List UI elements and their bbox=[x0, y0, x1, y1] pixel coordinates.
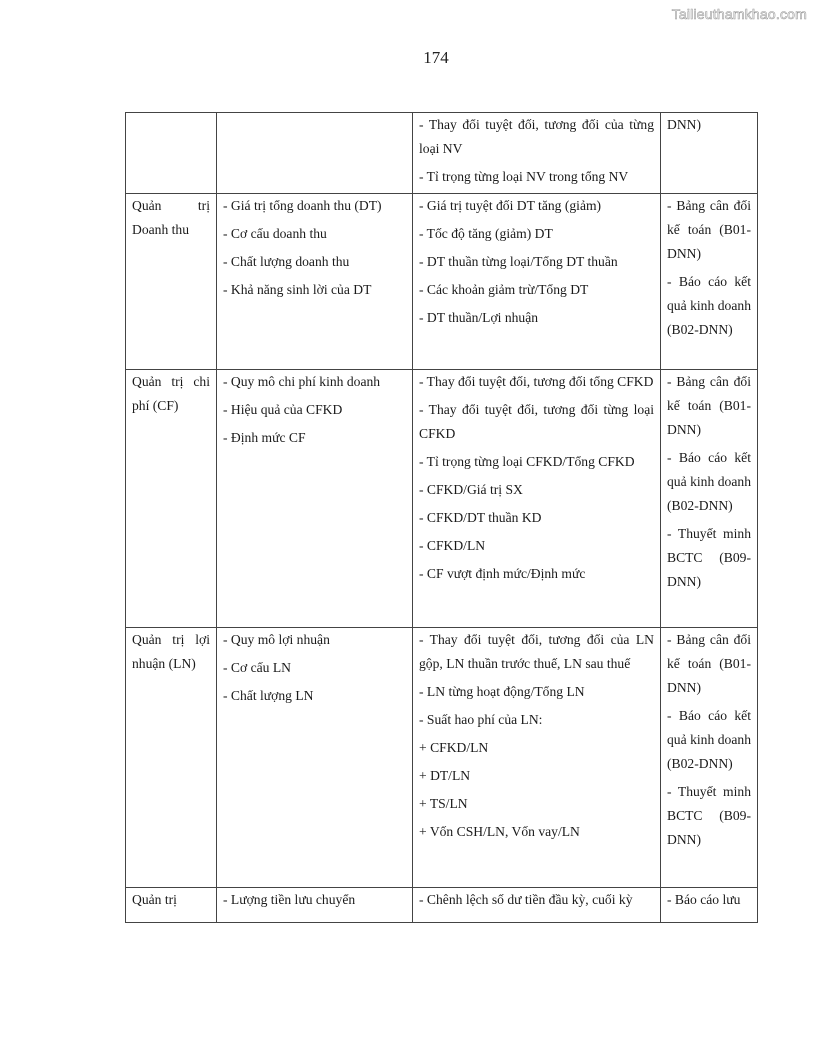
table-cell-content bbox=[217, 113, 413, 194]
cell-line: - CFKD/LN bbox=[419, 538, 486, 553]
table-cell-source bbox=[661, 194, 758, 370]
table-row bbox=[126, 113, 758, 194]
cell-line: + CFKD/LN bbox=[419, 740, 489, 755]
cell-line: - Chênh lệch số dư tiền đầu kỳ, cuối kỳ bbox=[419, 892, 633, 907]
cell-line: - CFKD/Giá trị SX bbox=[419, 482, 523, 497]
cell-line: - Chất lượng LN bbox=[223, 688, 314, 703]
cell-line: Quản trị chi phí (CF) bbox=[132, 374, 210, 413]
table-cell-source bbox=[661, 888, 758, 923]
table-cell-source bbox=[661, 628, 758, 888]
table-cell-content bbox=[217, 628, 413, 888]
cell-line: - LN từng hoạt động/Tổng LN bbox=[419, 684, 585, 699]
cell-line: - Giá trị tổng doanh thu (DT) bbox=[223, 198, 382, 213]
table-cell-category bbox=[126, 888, 217, 923]
table-cell-category bbox=[126, 370, 217, 628]
table-cell-category bbox=[126, 628, 217, 888]
analysis-table bbox=[125, 112, 758, 923]
cell-line: - Giá trị tuyệt đối DT tăng (giảm) bbox=[419, 198, 602, 213]
page-number: 174 bbox=[423, 48, 449, 67]
cell-line: DNN) bbox=[667, 117, 701, 132]
cell-line: - Quy mô lợi nhuận bbox=[223, 632, 330, 647]
cell-line: - DT thuần/Lợi nhuận bbox=[419, 310, 539, 325]
cell-line: Quản trị lợi nhuận (LN) bbox=[132, 632, 210, 671]
cell-line: - Thay đổi tuyệt đối, tương đối tổng CFKD bbox=[419, 374, 654, 389]
table-row bbox=[126, 370, 758, 628]
cell-line: - CFKD/DT thuần KD bbox=[419, 510, 542, 525]
cell-line: - Tốc độ tăng (giảm) DT bbox=[419, 226, 553, 241]
table-cell-content bbox=[217, 370, 413, 628]
cell-line: - Thay đổi tuyệt đối, tương đối của từng loại NV bbox=[419, 117, 654, 156]
cell-line: - Thay đổi tuyệt đối, tương đối của LN gộp, LN thuần trước thuế, LN sau thuế bbox=[419, 632, 654, 671]
cell-line: - Bảng cân đối kế toán (B01-DNN) bbox=[667, 632, 751, 695]
table-cell-indicators bbox=[413, 370, 661, 628]
cell-line: - Suất hao phí của LN: bbox=[419, 712, 543, 727]
cell-line: - Chất lượng doanh thu bbox=[223, 254, 350, 269]
cell-line: - Định mức CF bbox=[223, 430, 306, 445]
cell-line: Quản trị Doanh thu bbox=[132, 198, 210, 237]
cell-line: - Khả năng sinh lời của DT bbox=[223, 282, 372, 297]
table-cell-category bbox=[126, 113, 217, 194]
cell-line: - Thuyết minh BCTC (B09-DNN) bbox=[667, 526, 751, 589]
cell-line: - Tỉ trọng từng loại NV trong tổng NV bbox=[419, 169, 629, 184]
cell-line: - Báo cáo kết quả kinh doanh (B02-DNN) bbox=[667, 274, 751, 337]
table-cell-content bbox=[217, 194, 413, 370]
table-cell-indicators bbox=[413, 113, 661, 194]
watermark: Tailieuthamkhao.com bbox=[671, 6, 807, 22]
table-row bbox=[126, 628, 758, 888]
cell-line: - Bảng cân đối kế toán (B01-DNN) bbox=[667, 198, 751, 261]
cell-line: Quản trị bbox=[132, 892, 177, 907]
cell-line: - Quy mô chi phí kinh doanh bbox=[223, 374, 381, 389]
cell-line: - Các khoản giảm trừ/Tổng DT bbox=[419, 282, 589, 297]
table-cell-content bbox=[217, 888, 413, 923]
cell-line: - Cơ cấu doanh thu bbox=[223, 226, 327, 241]
table-row bbox=[126, 194, 758, 370]
cell-line: + TS/LN bbox=[419, 796, 468, 811]
cell-line: - Hiệu quả của CFKD bbox=[223, 402, 343, 417]
table-row bbox=[126, 888, 758, 923]
table-cell-indicators bbox=[413, 628, 661, 888]
cell-line: - Thuyết minh BCTC (B09-DNN) bbox=[667, 784, 751, 847]
cell-line: - Thay đổi tuyệt đối, tương đối từng loại CFKD bbox=[419, 402, 654, 441]
cell-line: - DT thuần từng loại/Tổng DT thuần bbox=[419, 254, 618, 269]
cell-line: - CF vượt định mức/Định mức bbox=[419, 566, 586, 581]
cell-line: - Báo cáo kết quả kinh doanh (B02-DNN) bbox=[667, 708, 751, 771]
table-cell-category bbox=[126, 194, 217, 370]
cell-line: + DT/LN bbox=[419, 768, 471, 783]
cell-line: + Vốn CSH/LN, Vốn vay/LN bbox=[419, 824, 580, 839]
table-cell-source bbox=[661, 370, 758, 628]
table-cell-indicators bbox=[413, 194, 661, 370]
table-cell-source bbox=[661, 113, 758, 194]
cell-line: - Báo cáo lưu bbox=[667, 892, 741, 907]
cell-line: - Báo cáo kết quả kinh doanh (B02-DNN) bbox=[667, 450, 751, 513]
cell-line: - Bảng cân đối kế toán (B01-DNN) bbox=[667, 374, 751, 437]
cell-line: - Cơ cấu LN bbox=[223, 660, 291, 675]
table-cell-indicators bbox=[413, 888, 661, 923]
cell-line: - Lượng tiền lưu chuyển bbox=[223, 892, 356, 907]
cell-line: - Tỉ trọng từng loại CFKD/Tổng CFKD bbox=[419, 454, 635, 469]
